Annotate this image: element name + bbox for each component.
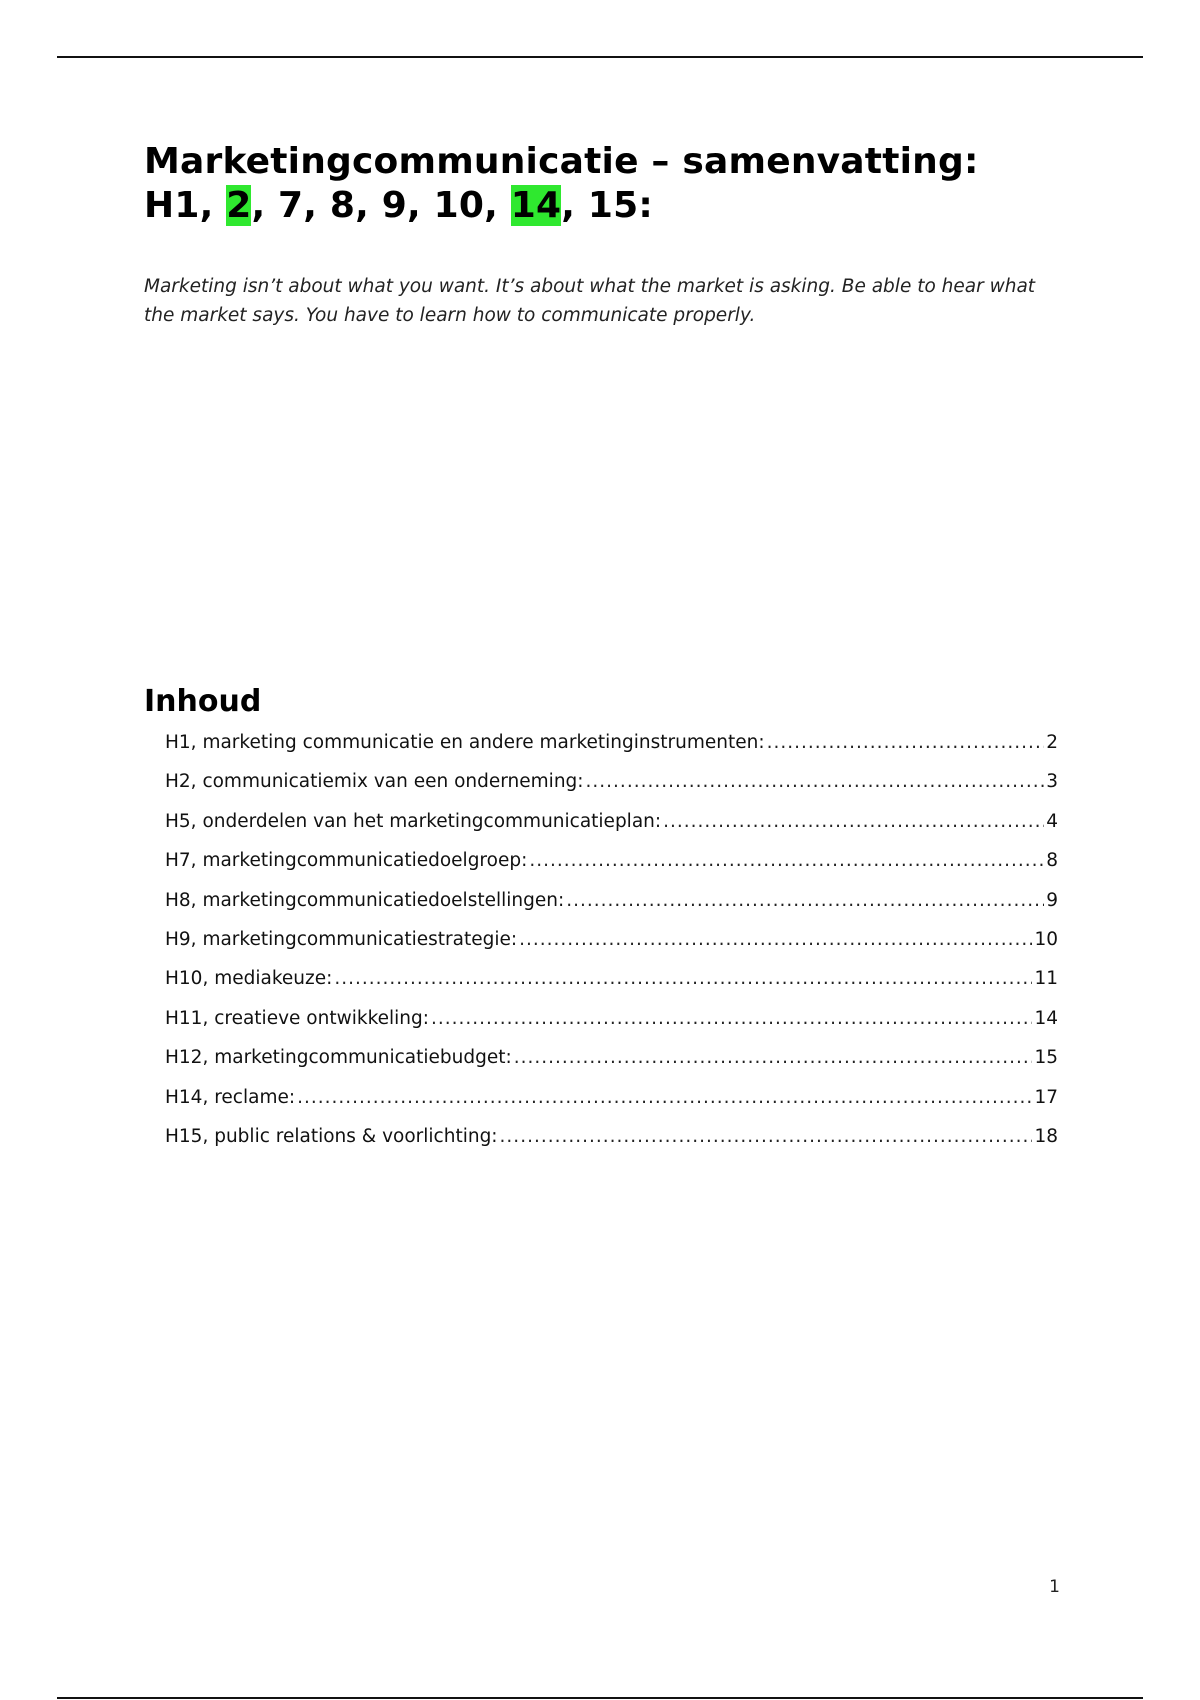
toc-dot-leader (514, 1047, 1033, 1068)
toc-entry-label: H12, marketingcommunicatiebudget: (165, 1047, 512, 1069)
toc-dot-leader (767, 732, 1045, 753)
toc-entry-label: H14, reclame: (165, 1086, 296, 1108)
toc-entry[interactable] (165, 890, 1058, 929)
toc-dot-leader (500, 1126, 1033, 1147)
toc-entry[interactable] (165, 811, 1058, 850)
intro-quote: Marketing isn’t about what you want. It’s about what the market is asking. Be able to hear what the market says. You have to learn how to communicate properly. (144, 276, 1036, 326)
toc-entry-label: H15, public relations & voorlichting: (165, 1125, 498, 1147)
toc-dot-leader (566, 890, 1044, 911)
toc-entry-label: H10, mediakeuze: (165, 968, 333, 990)
toc-entry-page: 4 (1046, 810, 1058, 832)
toc-entry[interactable] (165, 968, 1058, 1007)
toc-entry-label: H11, creatieve ontwikkeling: (165, 1007, 429, 1029)
title-part: Marketingcommunicatie – samenvatting: H1, (144, 141, 979, 226)
toc-entry-page: 3 (1046, 771, 1058, 793)
title-part: , 15: (561, 185, 653, 226)
toc-entry-page: 14 (1034, 1007, 1058, 1029)
toc-entry-page: 11 (1034, 968, 1058, 990)
toc-entry-page: 2 (1046, 732, 1058, 753)
toc-entry-page: 18 (1034, 1125, 1058, 1147)
toc-entry[interactable] (165, 1008, 1058, 1047)
toc-entry-page: 9 (1046, 889, 1058, 911)
toc-entry[interactable] (165, 732, 1058, 771)
toc-dot-leader (663, 811, 1044, 832)
header-rule (57, 56, 1143, 58)
toc-entry-label: H7, marketingcommunicatiedoelgroep: (165, 850, 528, 872)
toc-heading: Inhoud (144, 684, 262, 719)
toc-entry-label: H1, marketing communicatie en andere marketinginstrumenten: (165, 732, 765, 753)
toc-dot-leader (431, 1008, 1032, 1029)
toc-entry[interactable] (165, 850, 1058, 889)
toc-entry-page: 17 (1034, 1086, 1058, 1108)
toc-entry-label: H8, marketingcommunicatiedoelstellingen: (165, 889, 565, 911)
toc-dot-leader (334, 968, 1032, 989)
title-highlight: 14 (510, 185, 562, 226)
toc-dot-leader (586, 771, 1045, 792)
title-part: , 7, 8, 9, 10, (251, 185, 511, 226)
toc-entry[interactable] (165, 929, 1058, 968)
toc-entry[interactable] (165, 771, 1058, 810)
toc-entry-page: 10 (1034, 928, 1058, 950)
toc-entry[interactable] (165, 1087, 1058, 1126)
toc-dot-leader (297, 1087, 1032, 1108)
title-highlight: 2 (226, 185, 252, 226)
toc-entry-label: H5, onderdelen van het marketingcommunicatieplan: (165, 810, 662, 832)
toc-entry[interactable] (165, 1126, 1058, 1165)
document-title (144, 140, 1060, 228)
footer-rule (57, 1697, 1143, 1699)
toc-entry-label: H2, communicatiemix van een onderneming: (165, 771, 584, 793)
toc-entry-page: 8 (1046, 850, 1058, 872)
table-of-contents (165, 732, 1058, 1165)
page-number: 1 (1049, 1577, 1060, 1597)
toc-dot-leader (529, 850, 1044, 871)
toc-entry-page: 15 (1034, 1047, 1058, 1069)
toc-dot-leader (519, 929, 1032, 950)
toc-entry[interactable] (165, 1047, 1058, 1086)
toc-entry-label: H9, marketingcommunicatiestrategie: (165, 928, 518, 950)
